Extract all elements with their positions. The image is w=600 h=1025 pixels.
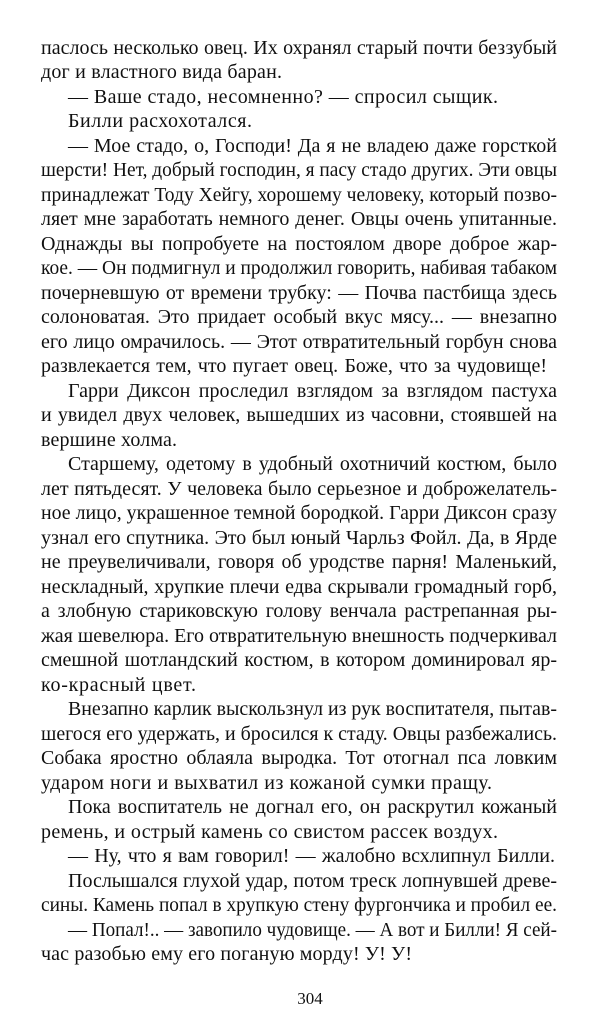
line-text: нескладный, хрупкие плечи едва скрывали громадный горб,: [41, 575, 557, 598]
line-text: дог и властного вида баран.: [41, 61, 283, 83]
book-page-body: [41, 36, 557, 967]
text-line: [41, 256, 557, 281]
line-text: ко-красный цвет.: [41, 673, 197, 696]
paragraph-continued: [41, 36, 557, 85]
line-text: жая шевелюра. Его отвратительную внешность подчеркивал: [41, 624, 557, 647]
text-line: [41, 893, 557, 918]
paragraph: [41, 869, 557, 918]
line-text: ударом ноги и выхватил из кожаной сумки пращу.: [41, 771, 493, 794]
text-line: [41, 354, 557, 379]
text-line: [41, 918, 557, 943]
text-line: [41, 697, 557, 722]
text-line: [41, 526, 557, 551]
text-line: [41, 109, 557, 134]
text-line: [41, 232, 557, 257]
text-line: [41, 134, 557, 159]
line-text: шерсти! Нет, добрый господин, я пасу стадо других. Эти овцы: [41, 159, 557, 181]
line-text: Однажды вы попробуете на постоялом дворе доброе жар-: [41, 232, 557, 255]
line-text: Послышался глухой удар, потом треск лопнувшей древе-: [68, 869, 557, 892]
text-line: [41, 158, 557, 183]
line-text: час разобью ему его поганую морду! У! У!: [41, 943, 413, 965]
text-line: [41, 746, 557, 771]
text-line: [41, 624, 557, 649]
line-text: вершине холма.: [41, 428, 178, 451]
line-text: лет пятьдесят. У человека было серьезное и доброжелатель-: [41, 477, 557, 500]
text-line: [41, 575, 557, 600]
line-text: развлекается тем, что пугает овец. Боже, что за чудовище!: [41, 355, 547, 377]
text-line: [41, 648, 557, 673]
text-line: [41, 207, 557, 232]
paragraph: [41, 452, 557, 697]
text-line: [41, 844, 557, 869]
line-text: почерневшую от времени трубку: — Почва пастбища здесь: [41, 281, 557, 304]
text-line: [41, 795, 557, 820]
line-text: а злобную стариковскую голову венчала растрепанная ры-: [41, 600, 557, 622]
line-text: — Попал!.. — завопило чудовище. — А вот и Билли! Я сей-: [68, 918, 557, 941]
text-line: [41, 183, 557, 208]
line-text: ное лицо, украшенное темной бородкой. Гарри Диксон сразу: [41, 502, 557, 524]
text-line: [41, 771, 557, 796]
text-line: [41, 60, 557, 85]
line-text: смешной шотландский костюм, в котором доминировал яр-: [41, 649, 557, 671]
line-text: его лицо омрачилось. — Этот отвратительный горбун снова: [41, 330, 557, 353]
line-text: узнал его спутника. Это был юный Чарльз Фойл. Да, в Ярде: [41, 526, 557, 549]
paragraph-dialogue: [41, 844, 557, 869]
line-text: и увидел двух человек, вышедших из часовни, стоявшей на: [41, 404, 557, 426]
text-line: [41, 403, 557, 428]
text-line: [41, 379, 557, 404]
line-text: Гарри Диксон проследил взглядом за взглядом пастуха: [68, 379, 557, 402]
paragraph: [41, 109, 557, 134]
text-line: [41, 477, 557, 502]
line-text: сины. Камень попал в хрупкую стену фургончика и пробил ее.: [41, 894, 557, 916]
text-line: [41, 820, 557, 845]
line-text: ремень, и острый камень со свистом рассек воздух.: [41, 820, 499, 843]
text-line: [41, 722, 557, 747]
line-text: — Мое стадо, о, Господи! Да я не владею даже горсткой: [68, 134, 557, 157]
paragraph-dialogue: [41, 85, 557, 110]
paragraph: [41, 697, 557, 795]
line-text: — Ваше стадо, несомненно? — спросил сыщик.: [68, 85, 499, 108]
text-line: [41, 330, 557, 355]
text-line: [41, 501, 557, 526]
text-line: [41, 452, 557, 477]
paragraph: [41, 379, 557, 453]
line-text: ляет мне заработать немного денег. Овцы очень упитанные.: [41, 208, 557, 230]
paragraph: [41, 795, 557, 844]
line-text: Пока воспитатель не догнал его, он раскрутил кожаный: [68, 796, 557, 818]
line-text: Внезапно карлик выскользнул из рук воспитателя, пытав-: [68, 698, 557, 720]
line-text: шегося его удержать, и бросился к стаду. Овцы разбежались.: [41, 722, 557, 745]
line-text: принадлежат Тоду Хейгу, хорошему человеку, который позво-: [41, 183, 557, 206]
line-text: кое. — Он подмигнул и продолжил говорить, набивая табаком: [41, 257, 557, 279]
text-line: [41, 85, 557, 110]
text-line: [41, 428, 557, 453]
text-line: [41, 673, 557, 698]
text-line: [41, 305, 557, 330]
line-text: Старшему, одетому в удобный охотничий костюм, было: [68, 453, 557, 475]
line-text: солоноватая. Это придает особый вкус мясу... — внезапно: [41, 306, 557, 328]
text-line: [41, 599, 557, 624]
line-text: — Ну, что я вам говорил! — жалобно всхлипнул Билли.: [68, 845, 555, 867]
line-text: Билли расхохотался.: [68, 110, 253, 132]
paragraph-dialogue: [41, 134, 557, 379]
line-text: Собака яростно облаяла выродка. Тот отогнал пса ловким: [41, 747, 557, 769]
line-text: не преувеличивали, говоря об уродстве парня! Маленький,: [41, 551, 557, 573]
line-text: паслось несколько овец. Их охранял старый почти беззубый: [41, 36, 557, 59]
text-line: [41, 550, 557, 575]
text-line: [41, 869, 557, 894]
text-line: [41, 942, 557, 967]
text-line: [41, 281, 557, 306]
text-line: [41, 36, 557, 61]
page-number: 304: [297, 989, 323, 1008]
paragraph-dialogue: [41, 918, 557, 967]
